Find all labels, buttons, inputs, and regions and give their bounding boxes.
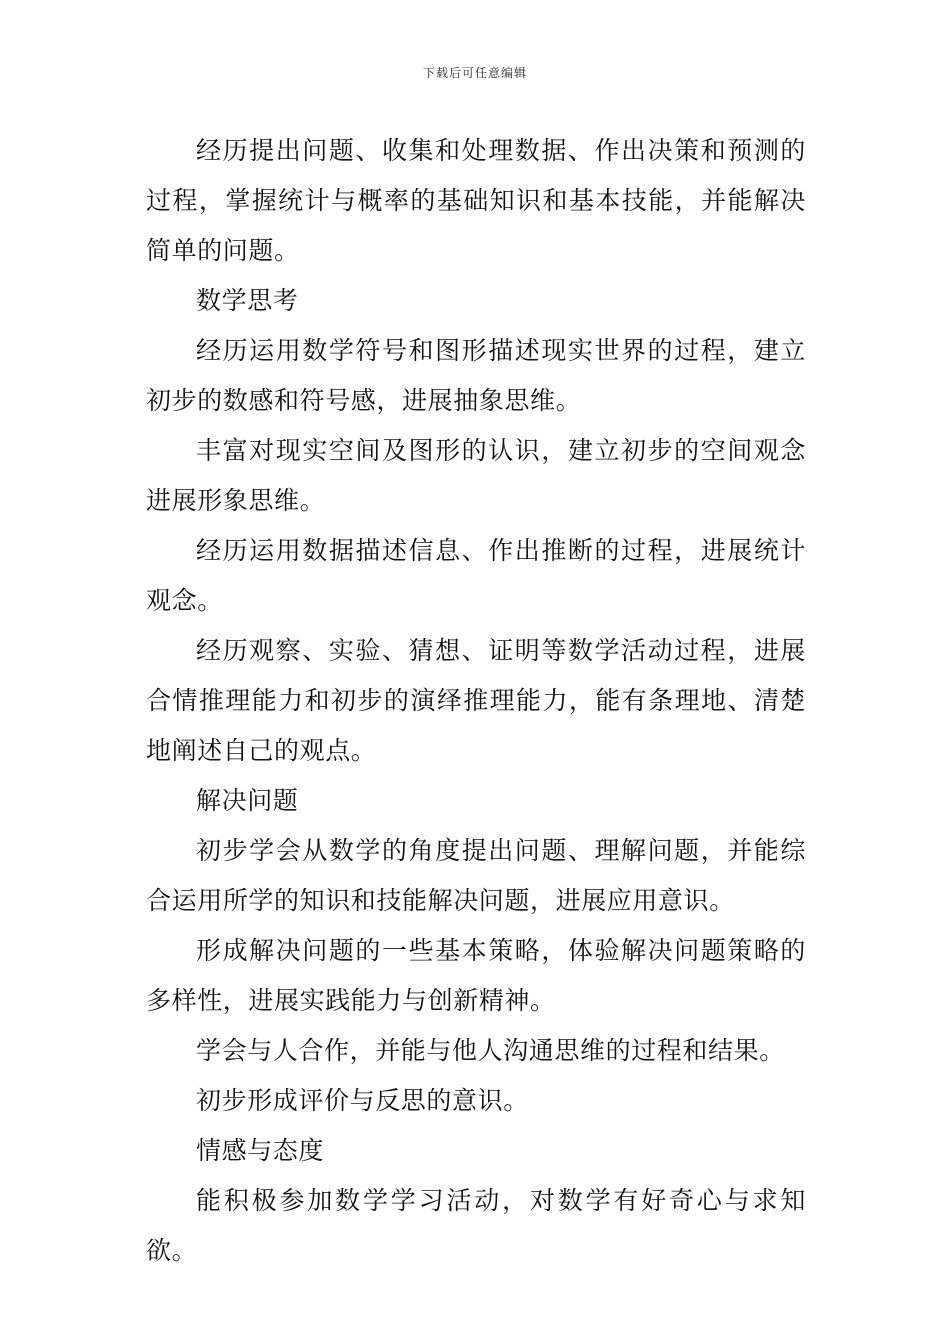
section-heading: 数学思考 xyxy=(196,286,299,315)
paragraph: 经历提出问题、收集和处理数据、作出决策和预测的过程，掌握统计与概率的基础知识和基本技能，并能解决简单的问题。 xyxy=(146,136,806,265)
document-body xyxy=(146,126,806,1276)
paragraph: 经历运用数据描述信息、作出推断的过程，进展统计观念。 xyxy=(146,536,806,615)
section-heading: 情感与态度 xyxy=(196,1136,325,1165)
paragraph: 初步形成评价与反思的意识。 xyxy=(196,1086,529,1115)
section-heading: 解决问题 xyxy=(196,786,299,815)
paragraph: 初步学会从数学的角度提出问题、理解问题，并能综合运用所学的知识和技能解决问题，进展应用意识。 xyxy=(146,836,806,915)
paragraph: 学会与人合作，并能与他人沟通思维的过程和结果。 xyxy=(196,1036,785,1065)
page-header: 下载后可任意编辑 xyxy=(422,66,527,80)
paragraph: 经历观察、实验、猜想、证明等数学活动过程，进展合情推理能力和初步的演绎推理能力，能有条理地、清楚地阐述自己的观点。 xyxy=(146,636,806,765)
paragraph: 形成解决问题的一些基本策略，体验解决问题策略的多样性，进展实践能力与创新精神。 xyxy=(146,936,806,1015)
paragraph: 丰富对现实空间及图形的认识，建立初步的空间观念进展形象思维。 xyxy=(146,436,806,515)
paragraph: 经历运用数学符号和图形描述现实世界的过程，建立初步的数感和符号感，进展抽象思维。 xyxy=(146,336,806,415)
paragraph: 能积极参加数学学习活动，对数学有好奇心与求知欲。 xyxy=(146,1186,806,1265)
